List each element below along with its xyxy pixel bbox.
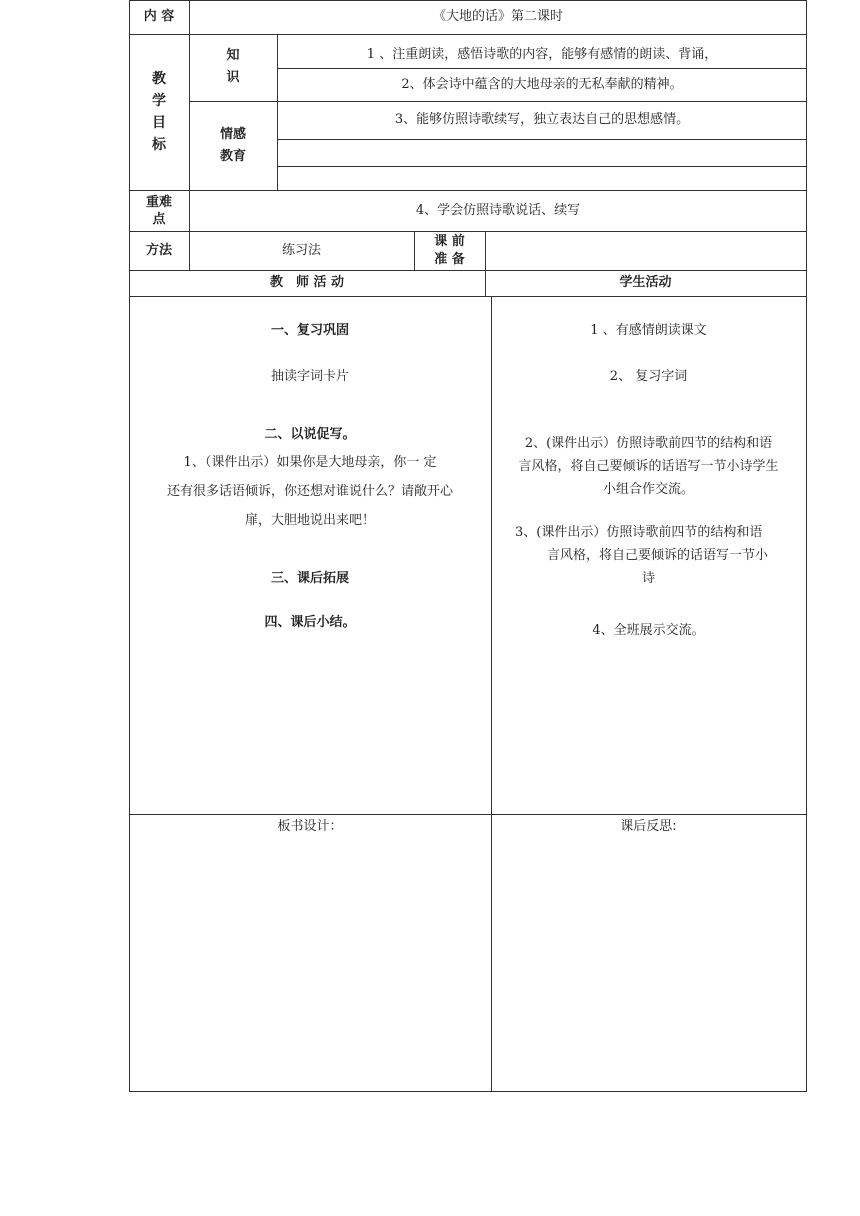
prep-label-line: 准 备 [434,252,465,267]
student-activity-3-line: 小组合作交流。 [602,482,694,497]
method-label: 方法 [145,243,172,258]
difficulty-value: 4、学会仿照诗歌说话、续写 [415,203,581,218]
emotion-label [189,124,277,168]
difficulty-label-line: 点 [152,212,166,227]
emotion-label-line: 教育 [219,149,246,164]
objectives-label-char: 目 [152,115,166,131]
objective-item-1: 1 、注重朗读，感悟诗歌的内容，能够有感情的朗读、背诵， [366,47,718,62]
student-activity-header: 学生活动 [619,275,672,290]
table-border-top [129,0,807,1]
prep-label [414,233,485,269]
teacher-section-2-title: 二、以说促写。 [264,427,356,442]
row-divider [189,101,807,102]
col-divider [491,296,492,1092]
difficulty-label-line: 重难 [145,195,172,210]
teacher-section-2-line: 还有很多话语倾诉，你还想对谁说什么？请敞开心 [166,484,453,499]
teacher-section-2-line: 1、（课件出示）如果你是大地母亲，你一 定 [183,455,437,470]
row-divider [277,68,807,69]
row-divider [129,814,807,815]
objective-item-3: 3、能够仿照诗歌续写，独立表达自己的思想感情。 [394,112,690,127]
student-activity-4-line: 言风格，将自己要倾诉的话语写一节小 [547,548,769,563]
method-value: 练习法 [281,243,321,258]
knowledge-label-line: 知 [226,48,240,63]
teacher-section-3-title: 三、课后拓展 [270,571,349,586]
knowledge-label-line: 识 [226,70,240,85]
teacher-section-1-text: 抽读字词卡片 [270,369,349,384]
row-divider [129,270,807,271]
knowledge-label [189,45,277,89]
table-border-right [806,0,807,1092]
teacher-section-4-title: 四、课后小结。 [264,615,356,630]
row-divider [129,34,807,35]
prep-label-line: 课 前 [434,234,465,249]
row-divider [129,296,807,297]
board-design-label: 板书设计： [277,819,343,834]
student-activity-1: 1 、有感情朗读课文 [590,323,707,338]
row-divider [129,231,807,232]
objectives-label-char: 教 [152,71,166,87]
objectives-label-char: 学 [152,93,166,109]
reflection-label: 课后反思: [620,819,677,834]
teacher-section-1-title: 一、复习巩固 [270,323,349,338]
objectives-label [129,68,189,156]
student-activity-3-line: 言风格，将自己要倾诉的话语写一节小诗学生 [518,459,779,474]
content-label: 内 容 [143,9,175,24]
table-border-left [129,0,130,1092]
row-divider [277,166,807,167]
teacher-section-2-line: 扉，大胆地说出来吧！ [244,513,375,528]
teacher-activity-header: 教 师 活 动 [269,275,345,290]
student-activity-2: 2、 复习字词 [609,369,688,384]
row-divider [277,139,807,140]
emotion-label-line: 情感 [219,127,246,142]
objectives-label-char: 标 [152,137,166,153]
table-border-bottom [129,1091,807,1092]
student-activity-4-line: 诗 [641,571,655,586]
lesson-title: 《大地的话》第二课时 [432,9,563,24]
student-activity-3-line: 2、(课件出示）仿照诗歌前四节的结构和语 [524,436,773,451]
difficulty-label [129,194,189,228]
objective-item-2: 2、体会诗中蕴含的大地母亲的无私奉献的精神。 [401,77,683,92]
student-activity-4-line: 3、(课件出示）仿照诗歌前四节的结构和语 [515,525,763,540]
row-divider [129,190,807,191]
student-activity-5: 4、全班展示交流。 [592,623,705,638]
